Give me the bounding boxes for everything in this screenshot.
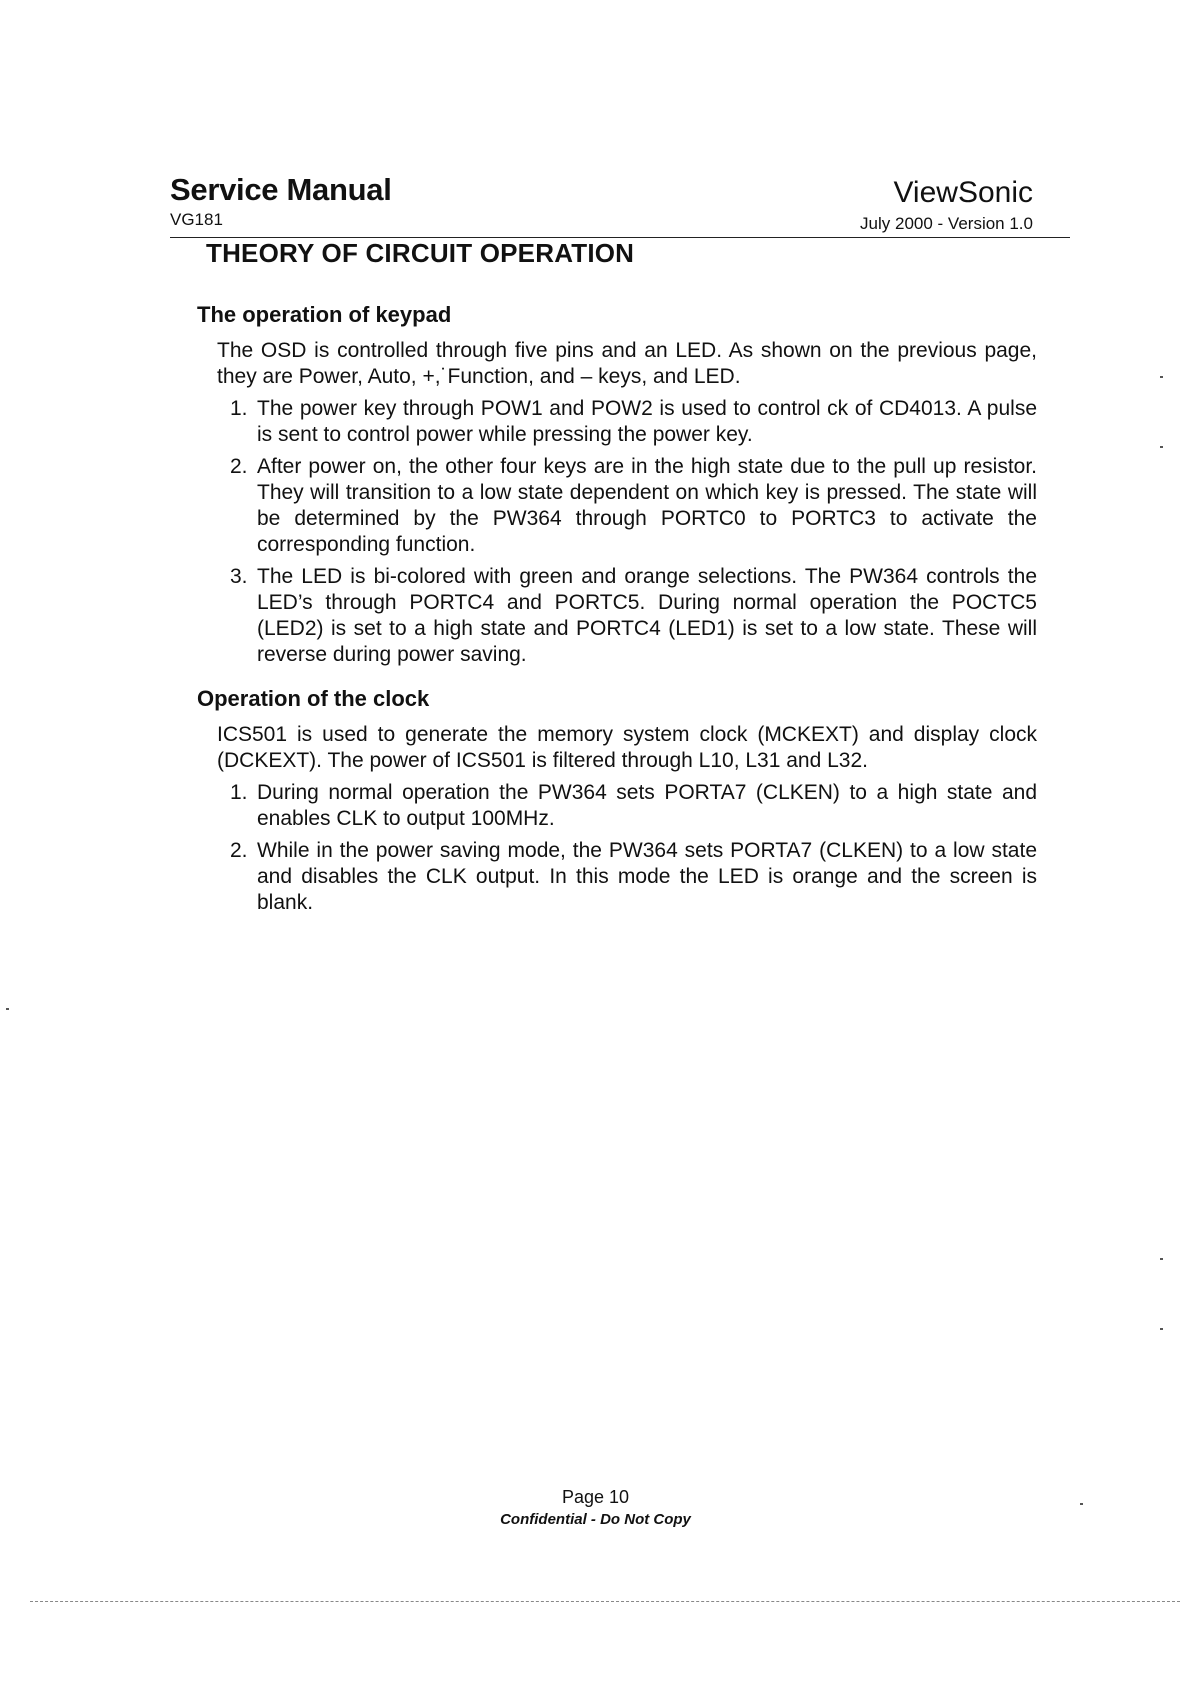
list-text: During normal operation the PW364 sets PORTA7 (CLKEN) to a high state and enables CLK to output 100MHz. — [257, 781, 1037, 830]
section-title: THEORY OF CIRCUIT OPERATION — [206, 238, 635, 268]
list-number: 2. — [230, 839, 248, 862]
list-item — [197, 454, 1037, 558]
clock-list — [197, 780, 1037, 916]
list-number: 2. — [230, 455, 248, 478]
header-date: July 2000 - Version 1.0 — [860, 214, 1033, 233]
scan-speck — [1160, 376, 1163, 378]
list-item — [197, 780, 1037, 832]
header-brand: ViewSonic — [893, 176, 1033, 209]
list-text: While in the power saving mode, the PW364 sets PORTA7 (CLKEN) to a low state and disables the CLK output. In this mode the LED is orange and the screen is blank. — [257, 839, 1037, 914]
list-text: After power on, the other four keys are in the high state due to the pull up resistor. They will transition to a low state dependent on which key is pressed. The state will be determined by the PW364 through PORTC0 to PORTC3 to activate the corresponding function. — [257, 455, 1037, 556]
footer-page-number: Page 10 — [561, 1487, 630, 1507]
scan-speck — [1160, 1328, 1163, 1330]
keypad-list — [197, 396, 1037, 668]
header-title: Service Manual — [170, 172, 392, 207]
clock-heading: Operation of the clock — [197, 686, 430, 711]
scan-speck — [6, 1008, 9, 1010]
scan-speck — [1160, 446, 1163, 448]
footer-confidential: Confidential - Do Not Copy — [500, 1511, 691, 1528]
keypad-intro: The OSD is controlled through five pins and an LED. As shown on the previous page, they are Power, Auto, +,˙Function, and – keys, and LED. — [217, 339, 1037, 388]
list-text: The LED is bi-colored with green and orange selections. The PW364 controls the LED’s through PORTC4 and PORTC5. During normal operation the POCTC5 (LED2) is set to a high state and PORTC4 (LED1) is set to a low state. These will reverse during power saving. — [257, 565, 1037, 666]
list-item — [197, 396, 1037, 448]
body-content — [197, 300, 1037, 922]
keypad-heading: The operation of keypad — [197, 302, 452, 327]
list-number: 1. — [230, 397, 248, 420]
list-number: 3. — [230, 565, 248, 588]
list-number: 1. — [230, 781, 248, 804]
list-item — [197, 838, 1037, 916]
scan-speck — [1160, 1258, 1163, 1260]
clock-intro: ICS501 is used to generate the memory system clock (MCKEXT) and display clock (DCKEXT). The power of ICS501 is filtered through L10, L31 and L32. — [217, 723, 1037, 772]
header-model: VG181 — [170, 210, 223, 229]
list-item — [197, 564, 1037, 668]
scan-speck — [1080, 1503, 1083, 1505]
scan-edge-line — [30, 1601, 1180, 1602]
list-text: The power key through POW1 and POW2 is used to control ck of CD4013. A pulse is sent to control power while pressing the power key. — [257, 397, 1037, 446]
